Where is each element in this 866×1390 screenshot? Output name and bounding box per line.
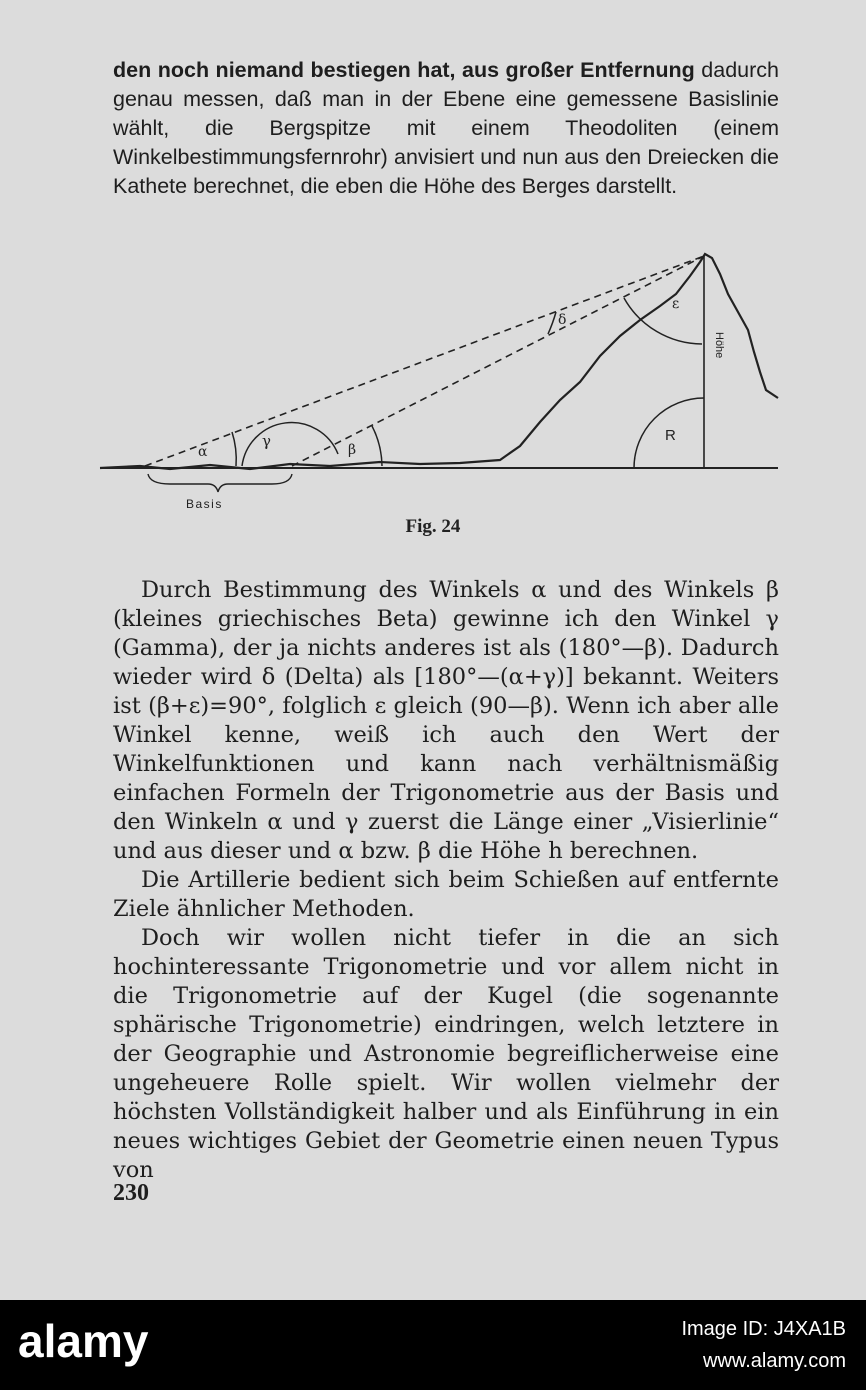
trigonometry-figure xyxy=(0,240,866,512)
gamma-label: γ xyxy=(262,432,271,450)
delta-label: δ xyxy=(558,312,567,328)
right-angle-label: R xyxy=(665,427,676,444)
top-paragraph-line1: den noch niemand bestiegen hat, aus großer Entfernung xyxy=(113,58,695,82)
sight-line-far xyxy=(145,256,704,466)
epsilon-label: ε xyxy=(672,296,680,312)
mountain-outline xyxy=(100,254,778,469)
top-paragraph-rest: dadurch genau messen, daß man in der Ebene eine gemessene Basislinie wählt, die Bergspitze mit einem Theodoliten (einem Winkelbestimmungsfernrohr) anvisiert und nun aus den Dreiecken die Kathete berechnet, die eben die Höhe des Berges darstellt. xyxy=(113,58,779,198)
watermark-footer xyxy=(0,1300,866,1390)
gamma-arc xyxy=(242,423,338,466)
body-text xyxy=(113,576,779,1185)
site-url: www.alamy.com xyxy=(703,1350,846,1372)
base-label: Basis xyxy=(186,497,223,511)
delta-arc xyxy=(548,312,556,334)
top-paragraph xyxy=(113,56,779,201)
alpha-label: α xyxy=(198,444,208,460)
alpha-arc xyxy=(232,432,236,466)
page-number: 230 xyxy=(113,1180,149,1206)
paragraph-artillery: Die Artillerie bedient sich beim Schießen auf entfernte Ziele ähnlicher Methoden. xyxy=(113,867,779,922)
beta-arc xyxy=(372,426,382,466)
beta-label: β xyxy=(348,442,357,458)
figure-caption: Fig. 24 xyxy=(405,516,461,537)
paragraph-trigonometry: Doch wir wollen nicht tiefer in die an sich hochinteressante Trigonometrie und vor allem nicht in die Trigonometrie auf der Kugel (die sogenannte sphärische Trigonometrie) eindringen, welch letztere in der Geographie und Astronomie begreiflicherweise eine ungeheuere Rolle spielt. Wir wollen vielmehr der höchsten Vollständigkeit halber und als Einführung in ein neues wichtiges Gebiet der Geometrie einen neuen Typus von xyxy=(113,925,779,1183)
paragraph-angles: Durch Bestimmung des Winkels α und des Winkels β (kleines griechisches Beta) gewinne ich den Winkel γ (Gamma), der ja nichts anderes ist als (180°—β). Dadurch wieder wird δ (Delta) als [180°—(α+γ)] bekannt. Weiters ist (β+ε)=90°, folglich ε gleich (90—β). Wenn ich aber alle Winkel kenne, weiß ich auch den Wert der Winkelfunktionen und kann nach verhältnismäßig einfachen Formeln der Trigonometrie aus der Basis und den Winkeln α und γ zuerst die Länge einer „Visierlinie“ und aus dieser und α bzw. β die Höhe h berechnen. xyxy=(113,577,779,864)
height-label: Höhe xyxy=(713,332,725,359)
image-id: Image ID: J4XA1B xyxy=(681,1318,846,1340)
brand-logo: alamy xyxy=(18,1315,149,1367)
base-brace xyxy=(148,474,292,492)
